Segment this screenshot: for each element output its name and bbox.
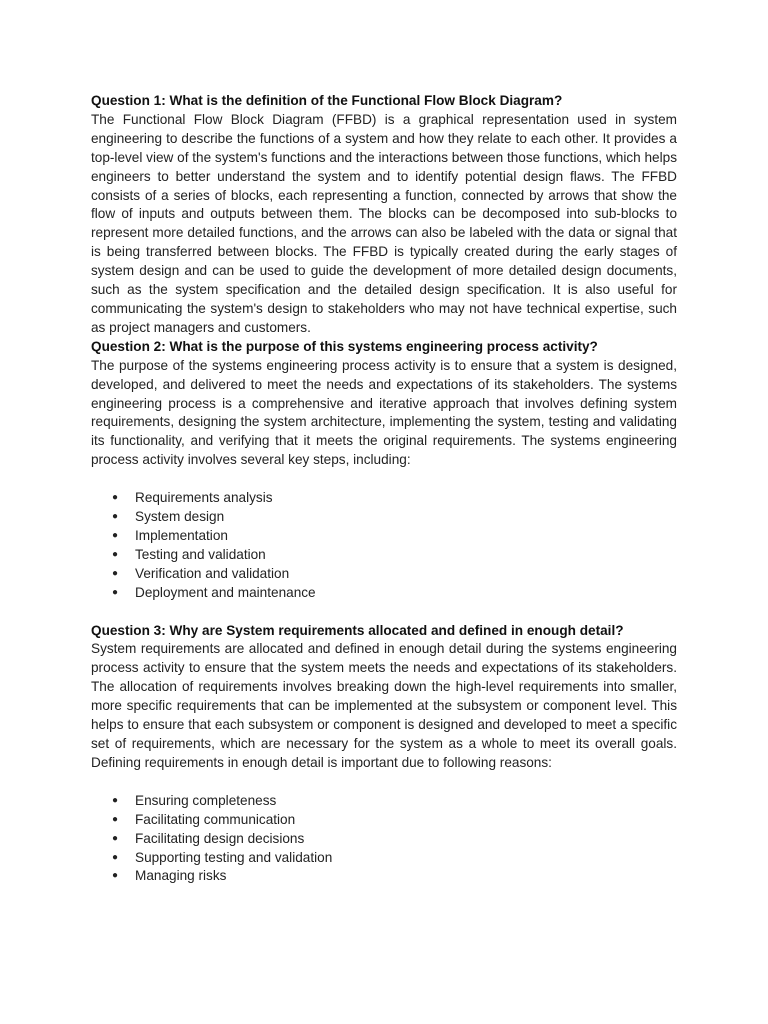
list-item <box>91 546 677 565</box>
list-item-text: Requirements analysis <box>135 490 273 506</box>
list-item-text: Ensuring completeness <box>135 792 277 808</box>
question-1-title: Question 1: What is the definition of the Functional Flow Block Diagram? <box>91 93 563 108</box>
bullet-icon: ● <box>112 813 119 825</box>
list-item <box>91 830 677 849</box>
document-page <box>91 92 677 886</box>
bullet-icon: ● <box>112 586 119 598</box>
list-item <box>91 565 677 584</box>
list-item-text: System design <box>135 509 225 525</box>
list-item-text: Verification and validation <box>135 565 290 581</box>
list-item <box>91 792 677 811</box>
bullet-icon: ● <box>112 851 119 863</box>
bullet-icon: ● <box>112 832 119 844</box>
question-2-answer: The purpose of the systems engineering process activity is to ensure that a system is designed, developed, and delivered to meet the needs and expectations of its stakeholders. The systems engineering process is a comprehensive and iterative approach that involves defining system requirements, designing the system architecture, implementing the system, testing and validating its functionality, and verifying that it meets the original requirements. The systems engineering process activity involves several key steps, including: <box>91 357 677 468</box>
list-item <box>91 584 677 603</box>
list-item <box>91 811 677 830</box>
list-item <box>91 849 677 868</box>
list-item <box>91 867 677 886</box>
question-2-title: Question 2: What is the purpose of this systems engineering process activity? <box>91 338 598 354</box>
list-item-text: Implementation <box>135 527 228 543</box>
list-item-text: Testing and validation <box>135 546 266 562</box>
bullet-icon: ● <box>112 511 119 523</box>
question-3-answer: System requirements are allocated and defined in enough detail during the systems engineering process activity to ensure that the system meets the needs and expectations of its stakeholders. The allocation of requirements involves breaking down the high-level requirements into smaller, more specific requirements that can be implemented at the subsystem or component level. This helps to ensure that each subsystem or component is designed and developed to meet a specific set of requirements, which are necessary for the system as a whole to meet its overall goals. Defining requirements in enough detail is important due to following reasons: <box>91 641 677 770</box>
bullet-icon: ● <box>112 567 119 579</box>
question-3-bullet-list <box>91 792 677 887</box>
spacer <box>91 773 677 792</box>
question-1-answer: The Functional Flow Block Diagram (FFBD) is a graphical representation used in system engineering to describe the functions of a system and how they relate to each other. It provides a top-level view of the system's functions and the interactions between those functions, which helps engineers to better understand the system and to identify potential design flaws. The FFBD consists of a series of blocks, each representing a function, connected by arrows that show the flow of inputs and outputs between them. The blocks can be decomposed into sub-blocks to represent more detailed functions, and the arrows can also be labeled with the data or signal that is being transferred between blocks. The FFBD is typically created during the early stages of system design and can be used to guide the development of more detailed design documents, such as the system specification and the detailed design specification. It is also useful for communicating the system's design to stakeholders who may not have technical expertise, such as project managers and customers. <box>91 111 677 335</box>
list-item <box>91 489 677 508</box>
bullet-icon: ● <box>112 870 119 882</box>
list-item-text: Deployment and maintenance <box>135 584 316 600</box>
bullet-icon: ● <box>112 548 119 560</box>
list-item-text: Supporting testing and validation <box>135 849 333 865</box>
bullet-icon: ● <box>112 794 119 806</box>
list-item-text: Managing risks <box>135 868 227 884</box>
list-item-text: Facilitating design decisions <box>135 830 305 846</box>
list-item <box>91 508 677 527</box>
list-item-text: Facilitating communication <box>135 811 296 827</box>
question-3-title: Question 3: Why are System requirements allocated and defined in enough detail? <box>91 622 624 638</box>
question-2-bullet-list <box>91 489 677 602</box>
bullet-icon: ● <box>112 492 119 504</box>
list-item <box>91 527 677 546</box>
spacer <box>91 603 677 622</box>
bullet-icon: ● <box>112 529 119 541</box>
spacer <box>91 470 677 489</box>
